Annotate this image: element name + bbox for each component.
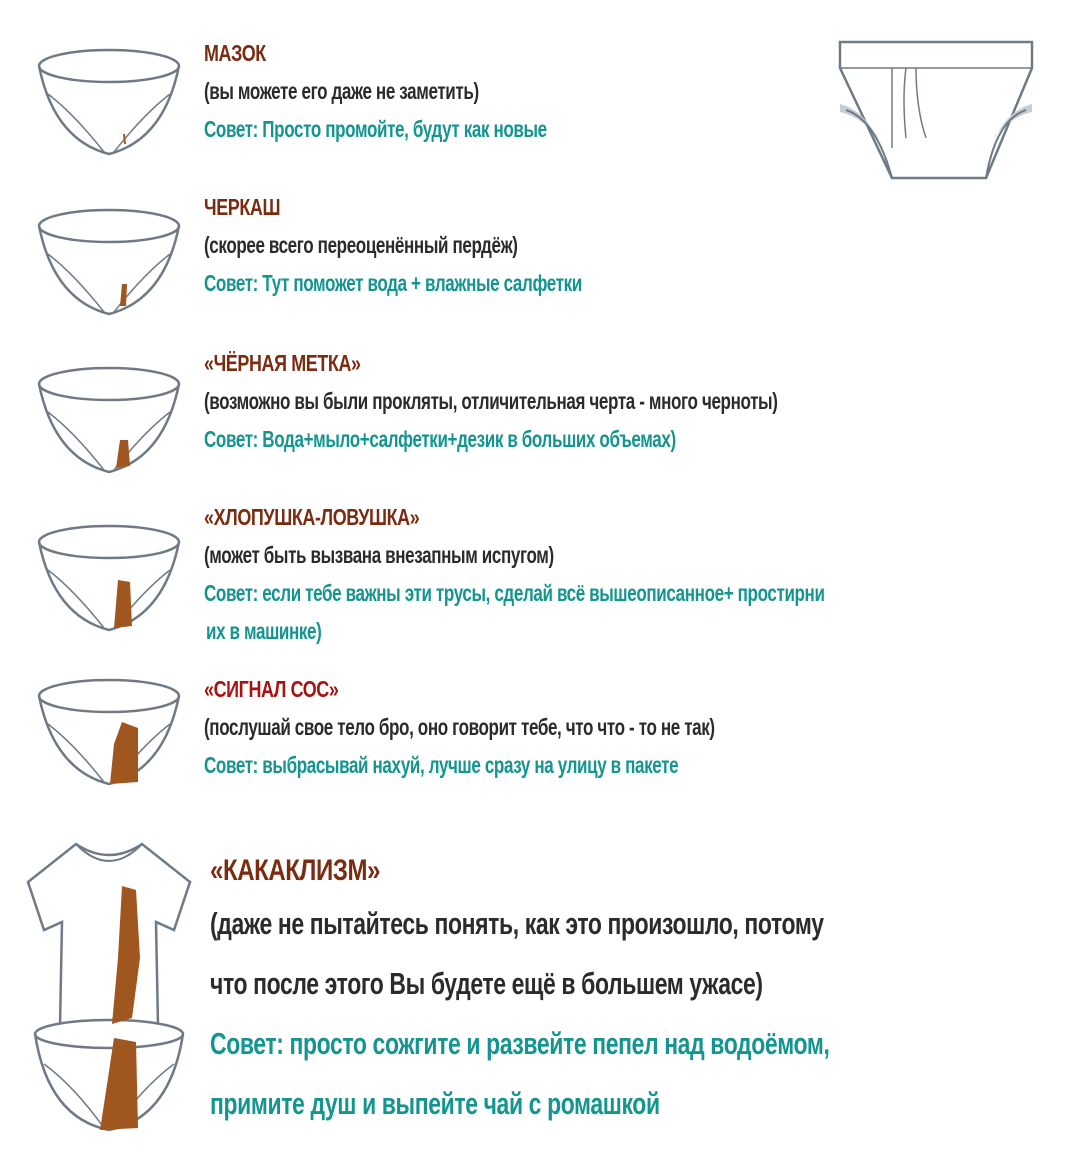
underwear-front-illustration [836, 38, 1036, 188]
item-cherkash [204, 196, 715, 310]
item-description: (возможно вы были прокляты, отличительная черта - много черноты) [204, 388, 778, 414]
underwear-stain-4-icon [34, 520, 184, 636]
item-description: (вы можете его даже не заметить) [204, 78, 479, 104]
item-title: «ХЛОПУШКА-ЛОВУШКА» [204, 504, 420, 530]
item-signal-sos [204, 678, 894, 792]
underwear-stain-2-icon [34, 204, 184, 320]
underwear-stain-5-icon [34, 674, 184, 790]
item-description: (скорее всего переоценённый пердёж) [204, 232, 518, 258]
item-tip: Совет: Просто промойте, будут как новые [204, 116, 547, 142]
item-title: «СИГНАЛ СОС» [204, 676, 339, 702]
underwear-stain-3-icon [34, 362, 184, 478]
item-kakaklizm [210, 856, 1047, 1148]
item-description-line-1: (даже не пытайтесь понять, как это произошло, потому [210, 906, 824, 941]
item-chernaya-metka [204, 352, 979, 466]
item-mazok [204, 42, 667, 156]
item-tip-line-2: их в машинке) [206, 618, 322, 644]
item-tip-line-1: Совет: если тебе важны эти трусы, сделай всё вышеописанное+ простирни [204, 580, 825, 606]
item-description: (может быть вызвана внезапным испугом) [204, 542, 554, 568]
item-description: (послушай свое тело бро, оно говорит тебе, что что - то не так) [204, 714, 715, 740]
item-tip: Совет: Тут поможет вода + влажные салфетки [204, 270, 582, 296]
tshirt-and-underwear-stain-icon [14, 838, 204, 1138]
item-title: МАЗОК [204, 40, 266, 66]
underwear-stain-1-icon [34, 44, 184, 160]
item-tip-line-2: примите душ и выпейте чай с ромашкой [210, 1086, 660, 1121]
item-title: ЧЕРКАШ [204, 194, 281, 220]
item-tip: Совет: выбрасывай нахуй, лучше сразу на улицу в пакете [204, 752, 679, 778]
item-khlopushka-lovushka [204, 506, 1043, 650]
item-title: «ЧЁРНАЯ МЕТКА» [204, 350, 361, 376]
item-title: «КАКАКЛИЗМ» [210, 854, 381, 887]
item-tip-line-1: Совет: просто сожгите и развейте пепел над водоёмом, [210, 1026, 830, 1061]
item-tip: Совет: Вода+мыло+салфетки+дезик в больших объемах) [204, 426, 676, 452]
item-description-line-2: что после этого Вы будете ещё в большем ужасе) [210, 966, 763, 1001]
